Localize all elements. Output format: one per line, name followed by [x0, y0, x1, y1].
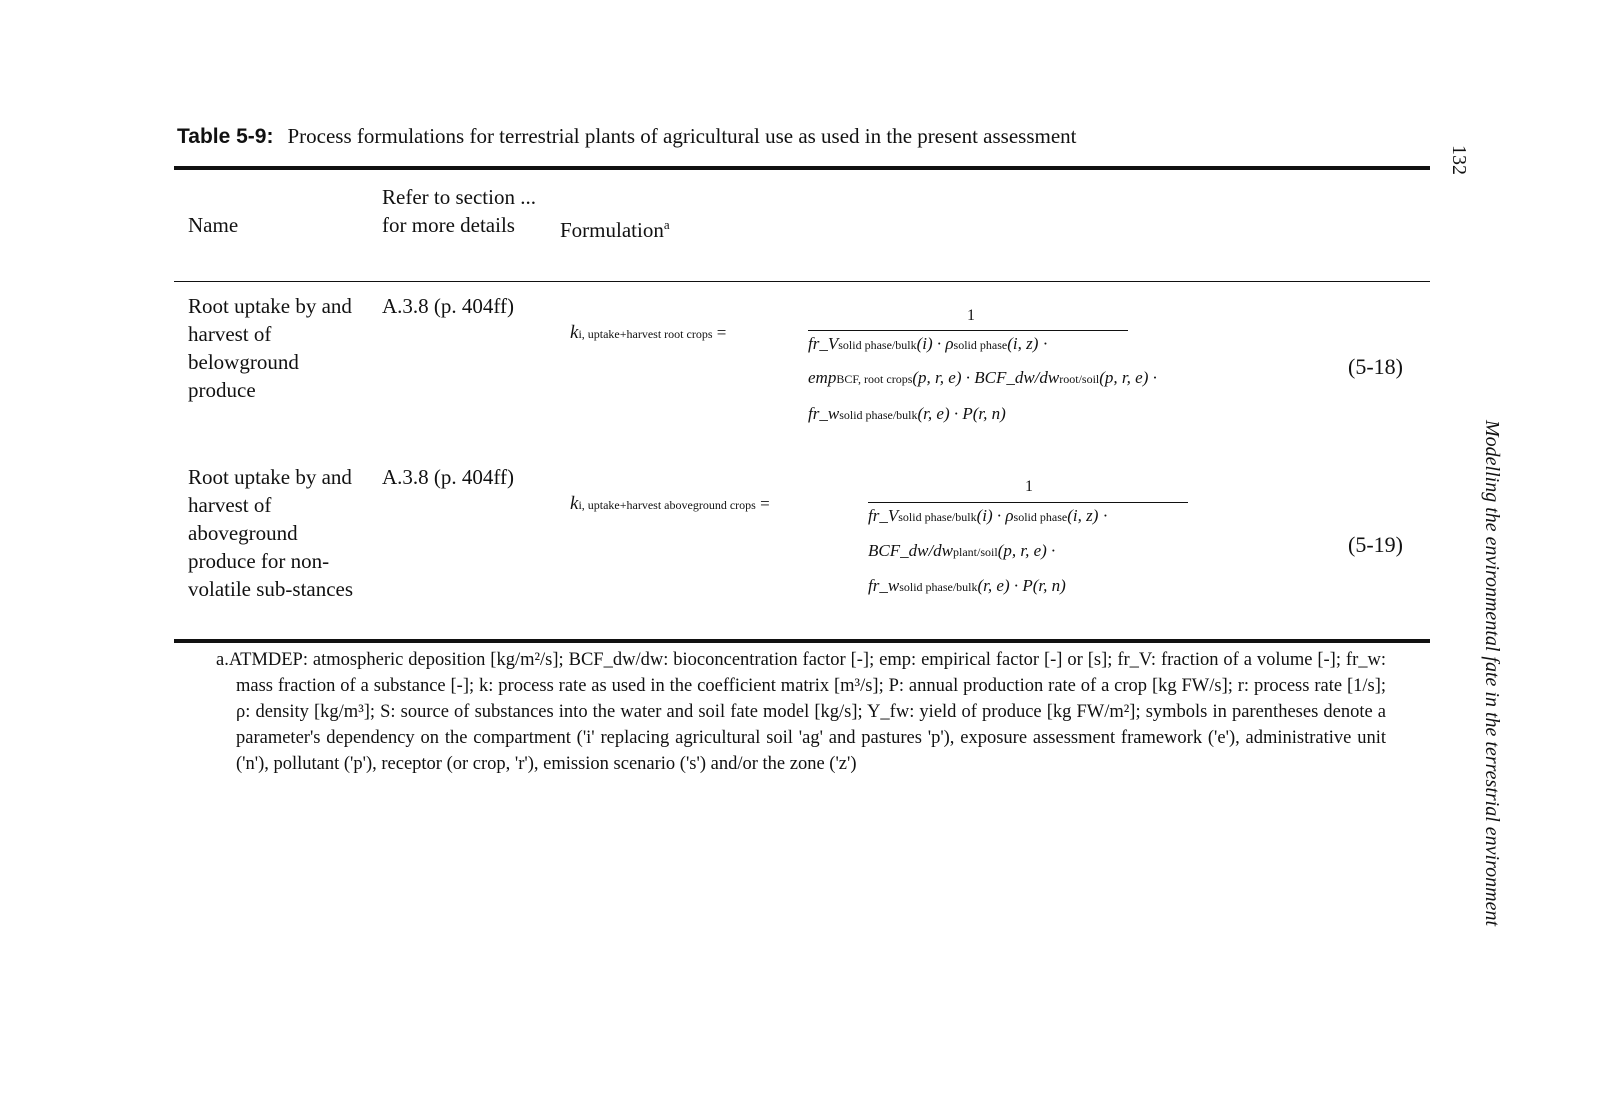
row2-equation-number: (5-19) [1348, 532, 1403, 557]
table-caption-text: Process formulations for terrestrial plants of agricultural use as used in the present assessment [287, 124, 1077, 148]
row1-line2: empBCF, root crops(p, r, e) · BCF_dw/dwroot/soil(p, r, e) · [808, 368, 1157, 387]
row1-lhs: ki, uptake+harvest root crops = [570, 322, 727, 343]
row1-fraction-bar [808, 330, 1128, 331]
table-caption [177, 124, 1077, 149]
table-label: Table 5-9: [177, 125, 274, 148]
bottom-rule [174, 639, 1430, 643]
row1-numerator: 1 [967, 307, 975, 324]
top-rule [174, 166, 1430, 170]
row1-equation-number: (5-18) [1348, 354, 1403, 379]
header-formulation-note: a [663, 217, 670, 232]
row2-lhs: ki, uptake+harvest aboveground crops = [570, 493, 770, 514]
header-name: Name [188, 213, 239, 237]
page-number: 132 [1448, 145, 1470, 175]
table-footnote [216, 647, 1386, 777]
running-title: Modelling the environmental fate in the terrestrial environment [1481, 420, 1503, 927]
row2-line2: BCF_dw/dwplant/soil(p, r, e) · [868, 541, 1056, 560]
row2-fraction-bar [868, 502, 1188, 503]
header-formulation-text: Formulation [560, 218, 664, 242]
row1-name: Root uptake by and harvest of belowground produce [188, 294, 352, 402]
row2-refer: A.3.8 (p. 404ff) [382, 465, 515, 489]
row1-line3: fr_wsolid phase/bulk(r, e) · P(r, n) [808, 404, 1006, 423]
header-refer: Refer to section ... for more details [382, 185, 536, 237]
row2-denominator: fr_Vsolid phase/bulk(i) · ρsolid phase(i, z) · [868, 506, 1109, 525]
footnote-text: a.ATMDEP: atmospheric deposition [kg/m²/s]; BCF_dw/dw: bioconcentration factor [-]; emp: empirical factor [-] or [s]; fr_V: fraction of a volume [-]; fr_w: mass fraction of a substance [-]; k: process rate as used in the coefficient matrix [m³/s]; P: annual production rate of a crop [kg FW/s]; r: process rate [1/s]; ρ: density [kg/m³]; S: source of substances into the water and soil fate model [kg/s]; Y_fw: yield of produce [kg FW/m²]; symbols in parentheses denote a parameter's dependency on the compartment ('i' replacing agricultural soil 'ag' and pastures 'p'), exposure assessment framework ('e'), administrative unit ('n'), pollutant ('p'), receptor (or crop, 'r'), emission scenario ('s') and/or the zone ('z') [216, 650, 1386, 774]
row1-refer: A.3.8 (p. 404ff) [382, 294, 515, 318]
row2-line3: fr_wsolid phase/bulk(r, e) · P(r, n) [868, 576, 1066, 595]
row2-numerator: 1 [1025, 478, 1033, 495]
header-rule [174, 281, 1430, 282]
row2-name: Root uptake by and harvest of aboveground produce for non-volatile sub-stances [188, 465, 354, 601]
header-formulation [560, 211, 670, 244]
row1-denominator: fr_Vsolid phase/bulk(i) · ρsolid phase(i, z) · [808, 334, 1049, 353]
